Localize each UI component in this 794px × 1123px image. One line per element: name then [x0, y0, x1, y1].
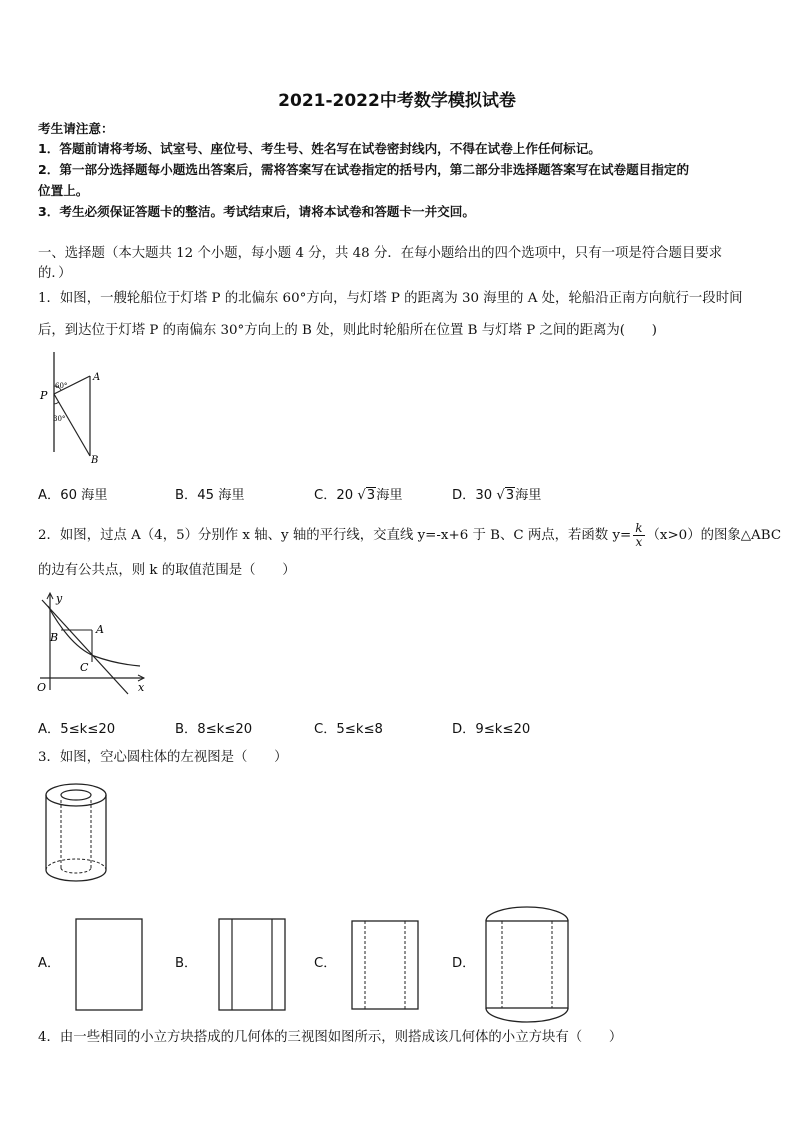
- q1-option-c-suffix: 海里: [376, 488, 403, 503]
- label-b: B: [50, 631, 59, 644]
- q3-option-a-label: A．: [38, 956, 61, 971]
- q3-option-b-figure: [217, 917, 289, 1013]
- question-1-text: 1．如图，一艘轮船位于灯塔 P 的北偏东 60°方向，与灯塔 P 的距离为 30 海里的 A 处，轮船沿正南方向航行一段时间: [38, 291, 743, 306]
- fraction-denominator: x: [635, 535, 643, 549]
- label-o: O: [37, 681, 47, 694]
- q1-option-c: [314, 484, 403, 503]
- segment-pb: [54, 394, 90, 456]
- q3-option-d-figure: [482, 903, 572, 1027]
- notice-item: 3．考生必须保证答题卡的整洁。考试结束后，请将本试卷和答题卡一并交回。: [38, 204, 475, 219]
- notice-item: 1．答题前请将考场、试室号、座位号、考生号、姓名写在试卷密封线内，不得在试卷上作任何标记。: [38, 141, 601, 156]
- q3-option-d-label: D．: [452, 956, 476, 971]
- q1-option-a: A．60 海里: [38, 488, 108, 503]
- hollow-cylinder-figure: [40, 780, 114, 884]
- q2-option-c: C．5≤k≤8: [314, 722, 383, 737]
- line-y-neg-x-plus-6: [42, 600, 128, 694]
- q1-option-d: [452, 484, 542, 503]
- question-2-text: [38, 522, 781, 549]
- label-a: A: [96, 623, 104, 636]
- label-y: y: [56, 592, 63, 605]
- fraction-numerator: k: [635, 521, 643, 535]
- label-c: C: [80, 661, 89, 674]
- question-2-text-cont: 的边有公共点，则 k 的取值范围是（ ）: [38, 563, 296, 578]
- label-a: A: [93, 372, 101, 383]
- q1-option-c-radicand: 3: [366, 488, 376, 503]
- q1-option-d-radicand: 3: [505, 488, 515, 503]
- q2-text-suffix: （x>0）的图象△ABC: [646, 528, 782, 543]
- angle-60-label: 60°: [55, 382, 68, 390]
- notice-item: 位置上。: [38, 183, 89, 198]
- q2-option-b: B．8≤k≤20: [175, 722, 253, 737]
- q2-option-d: D．9≤k≤20: [452, 722, 531, 737]
- fraction-k-over-x: [633, 522, 644, 549]
- question-1-text-cont: 后，到达位于灯塔 P 的南偏东 30°方向上的 B 处，则此时轮船所在位置 B 与灯塔 P 之间的距离为( ): [38, 323, 658, 338]
- angle-30-label: 30°: [53, 415, 66, 423]
- section-heading: 一、选择题（本大题共 12 个小题，每小题 4 分，共 48 分．在每小题给出的四个选项中，只有一项是符合题目要求: [38, 246, 723, 261]
- notice-heading: 考生请注意：: [38, 121, 114, 136]
- q1-option-c-prefix: C．20: [314, 488, 354, 503]
- notice-item: 2．第一部分选择题每小题选出答案后，需将答案写在试卷指定的括号内，第二部分非选择题答案写在试卷题目指定的: [38, 162, 690, 177]
- q3-option-a-figure: [74, 917, 146, 1013]
- q2-option-a: A．5≤k≤20: [38, 722, 116, 737]
- label-p: P: [40, 389, 48, 402]
- q3-option-c-label: C．: [314, 956, 337, 971]
- question-3-text: 3．如图，空心圆柱体的左视图是（ ）: [38, 750, 288, 765]
- section-heading-cont: 的．）: [38, 266, 72, 281]
- q3-option-c-figure: [350, 919, 422, 1013]
- question-2-figure: [36, 590, 148, 696]
- q1-option-d-prefix: D．30: [452, 488, 493, 503]
- sqrt-symbol: √3: [357, 488, 376, 503]
- q2-text-prefix: 2．如图，过点 A（4，5）分别作 x 轴、y 轴的平行线，交直线 y=-x+6 于 B、C 两点，若函数 y=: [38, 528, 632, 543]
- q3-option-b-label: B．: [175, 956, 198, 971]
- sqrt-symbol: √3: [496, 488, 515, 503]
- q1-option-d-suffix: 海里: [515, 488, 542, 503]
- label-x: x: [138, 681, 145, 694]
- label-b: B: [91, 455, 99, 466]
- question-4-text: 4．由一些相同的小立方块搭成的几何体的三视图如图所示，则搭成该几何体的小立方块有（ ）: [38, 1030, 623, 1045]
- question-1-figure: [36, 348, 116, 466]
- q1-option-b: B．45 海里: [175, 488, 245, 503]
- page-title: 2021-2022中考数学模拟试卷: [278, 91, 516, 111]
